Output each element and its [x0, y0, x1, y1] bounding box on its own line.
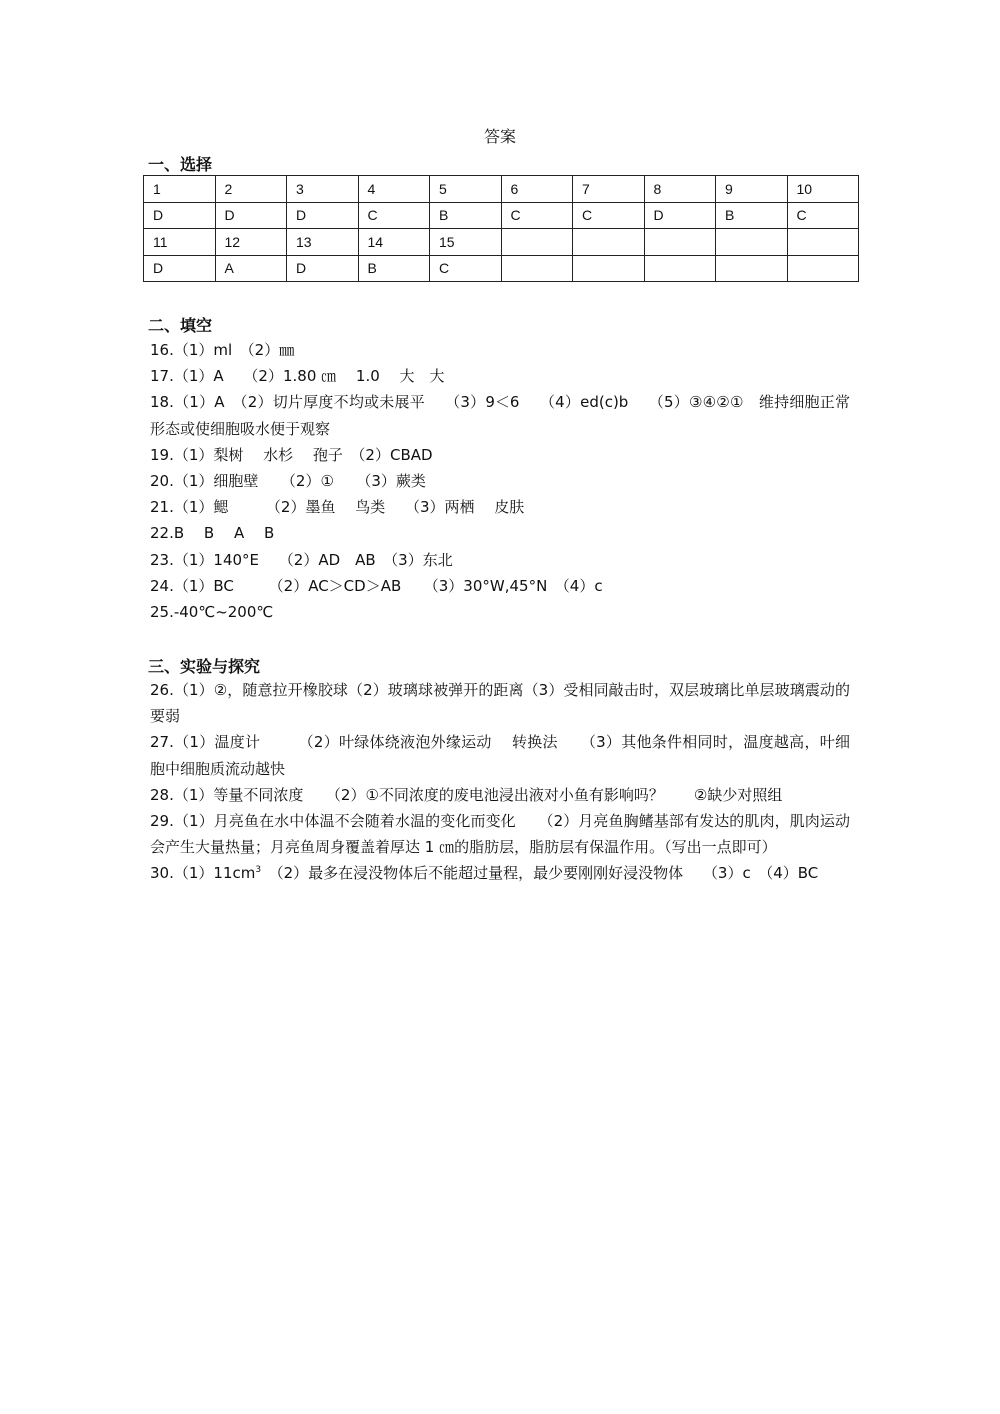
table-cell: 4	[358, 176, 430, 203]
table-cell: B	[358, 255, 430, 282]
table-row	[144, 202, 859, 229]
table-cell: 6	[501, 176, 573, 203]
table-row	[144, 176, 859, 203]
answer-23: 23.（1）140°E （2）AD AB （3）东北	[150, 550, 453, 569]
choice-answer-table	[143, 175, 859, 282]
table-cell	[716, 255, 788, 282]
table-cell: 9	[716, 176, 788, 203]
answer-18: 18.（1）A （2）切片厚度不均或未展平 （3）9＜6 （4）ed(c)b （5）③④②① 维持细胞正常形态或使细胞吸水便于观察	[150, 393, 850, 438]
answer-21: 21.（1）鳃 （2）墨鱼 鸟类 （3）两栖 皮肤	[150, 498, 525, 517]
table-cell: 15	[430, 229, 502, 256]
table-cell: A	[215, 255, 287, 282]
table-cell: D	[287, 255, 359, 282]
table-cell: C	[787, 202, 859, 229]
answer-30	[150, 860, 850, 886]
table-cell	[716, 229, 788, 256]
table-cell: D	[644, 202, 716, 229]
table-cell: 1	[144, 176, 216, 203]
table-cell	[787, 229, 859, 256]
table-cell: 8	[644, 176, 716, 203]
table-cell	[501, 255, 573, 282]
answer-25: 25.-40℃~200℃	[150, 602, 274, 621]
fill-answers	[150, 337, 850, 625]
answer-29: 29.（1）月亮鱼在水中体温不会随着水温的变化而变化 （2）月亮鱼胸鳍基部有发达的肌肉，肌肉运动会产生大量热量；月亮鱼周身覆盖着厚达 1 ㎝的脂肪层，脂肪层有保温作用。（写出一点即可）	[150, 812, 850, 857]
answer-26: 26.（1）②，随意拉开橡胶球（2）玻璃球被弹开的距离（3）受相同敲击时，双层玻璃比单层玻璃震动的要弱	[150, 681, 850, 726]
table-cell: 10	[787, 176, 859, 203]
table-cell	[573, 229, 645, 256]
table-cell: 2	[215, 176, 287, 203]
table-cell: B	[716, 202, 788, 229]
table-cell: D	[144, 255, 216, 282]
answer-24: 24.（1）BC （2）AC＞CD＞AB （3）30°W,45°N （4）c	[150, 576, 603, 595]
answer-30-part-a: 30.（1）11cm	[150, 864, 256, 883]
table-cell: C	[358, 202, 430, 229]
table-cell: 5	[430, 176, 502, 203]
table-cell: 13	[287, 229, 359, 256]
answer-22: 22.B B A B	[150, 524, 275, 543]
table-cell	[644, 229, 716, 256]
answer-30-part-b: （2）最多在浸没物体后不能超过量程，最少要刚刚好浸没物体 （3）c （4）BC	[261, 864, 819, 883]
page-title: 答案	[483, 127, 516, 146]
table-cell	[573, 255, 645, 282]
answer-16: 16.（1）ml （2）㎜	[150, 341, 295, 359]
table-cell: B	[430, 202, 502, 229]
answer-19: 19.（1）梨树 水杉 孢子 （2）CBAD	[150, 445, 433, 464]
table-cell: D	[144, 202, 216, 229]
table-cell: 3	[287, 176, 359, 203]
table-cell: D	[287, 202, 359, 229]
section-heading-fill: 二、填空	[148, 316, 213, 335]
table-cell: 11	[144, 229, 216, 256]
section-heading-choice: 一、选择	[148, 155, 213, 174]
table-cell	[501, 229, 573, 256]
experiment-answers	[150, 677, 850, 887]
answer-28: 28.（1）等量不同浓度 （2）①不同浓度的废电池浸出液对小鱼有影响吗？ ②缺少对照组	[150, 785, 783, 804]
table-cell: C	[430, 255, 502, 282]
table-row	[144, 229, 859, 256]
table-cell	[644, 255, 716, 282]
answer-27: 27.（1）温度计 （2）叶绿体绕液泡外缘运动 转换法 （3）其他条件相同时，温度越高，叶细胞中细胞质流动越快	[150, 733, 850, 778]
table-cell: 12	[215, 229, 287, 256]
table-cell: C	[501, 202, 573, 229]
answer-20: 20.（1）细胞壁 （2）① （3）蕨类	[150, 471, 426, 490]
table-row	[144, 255, 859, 282]
table-cell: 14	[358, 229, 430, 256]
answer-30-superscript: 3	[255, 865, 262, 876]
table-cell: C	[573, 202, 645, 229]
section-heading-experiment: 三、实验与探究	[148, 657, 261, 676]
answer-17: 17.（1）A （2）1.80 ㎝ 1.0 大 大	[150, 367, 445, 386]
table-cell	[787, 255, 859, 282]
table-cell: 7	[573, 176, 645, 203]
table-cell: D	[215, 202, 287, 229]
